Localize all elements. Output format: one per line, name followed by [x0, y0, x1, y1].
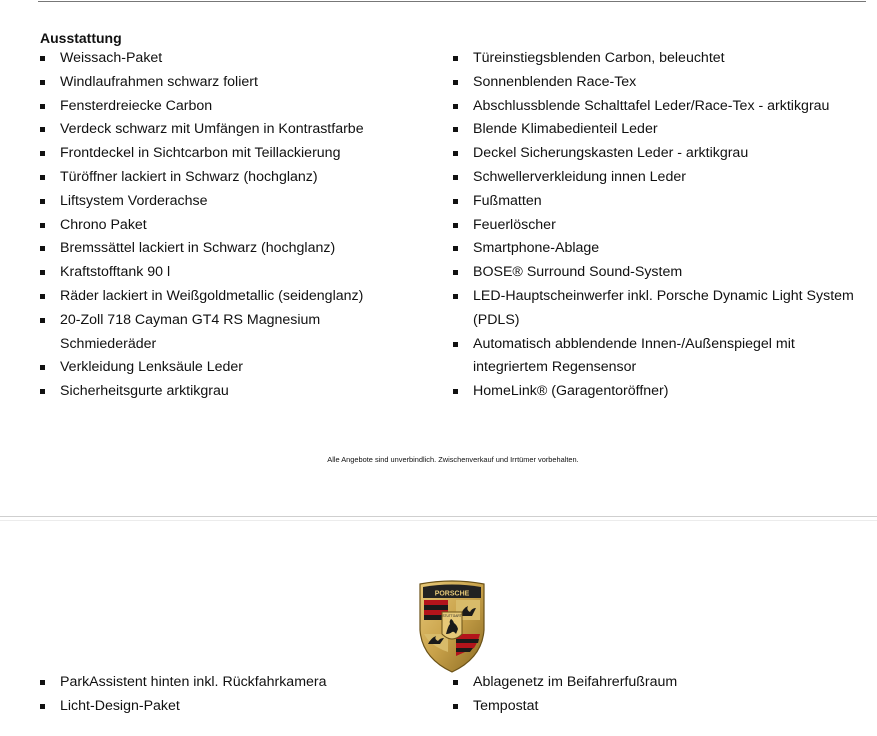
equipment-list-item: Windlaufrahmen schwarz foliert: [38, 71, 418, 95]
equipment-list-item: Deckel Sicherungskasten Leder - arktikgrau: [451, 142, 871, 166]
equipment-list-item: Fußmatten: [451, 190, 871, 214]
equipment-list-left: [38, 47, 418, 404]
page-divider-shadow: [0, 520, 877, 521]
equipment-list-item: Türöffner lackiert in Schwarz (hochglanz): [38, 166, 418, 190]
equipment-list-item: Frontdeckel in Sichtcarbon mit Teillackierung: [38, 142, 418, 166]
equipment-list-item: LED-Hauptscheinwerfer inkl. Porsche Dynamic Light System (PDLS): [451, 285, 871, 333]
crest-city-text: STUTTGART: [442, 614, 462, 618]
equipment-list-item: BOSE® Surround Sound-System: [451, 261, 871, 285]
top-divider: [38, 1, 866, 2]
equipment-list-item: Fensterdreiecke Carbon: [38, 95, 418, 119]
equipment-list-item: Räder lackiert in Weißgoldmetallic (seidenglanz): [38, 285, 418, 309]
equipment-list-item: Licht-Design-Paket: [38, 695, 418, 719]
equipment-list-bottom-left: [38, 671, 418, 719]
equipment-list-item: Schwellerverkleidung innen Leder: [451, 166, 871, 190]
equipment-list-item: Blende Klimabedienteil Leder: [451, 118, 871, 142]
equipment-list-item: Smartphone-Ablage: [451, 237, 871, 261]
equipment-list-item: Automatisch abblendende Innen-/Außenspiegel mit integriertem Regensensor: [451, 333, 871, 381]
equipment-list-item: Verdeck schwarz mit Umfängen in Kontrastfarbe: [38, 118, 418, 142]
equipment-list-item: Feuerlöscher: [451, 214, 871, 238]
equipment-list-item: Tempostat: [451, 695, 871, 719]
equipment-list-item: Chrono Paket: [38, 214, 418, 238]
equipment-list-bottom-right: [451, 671, 871, 719]
equipment-list-item: Verkleidung Lenksäule Leder: [38, 356, 418, 380]
equipment-list-item: Bremssättel lackiert in Schwarz (hochglanz): [38, 237, 418, 261]
equipment-list-item: ParkAssistent hinten inkl. Rückfahrkamera: [38, 671, 418, 695]
equipment-list-right: [451, 47, 871, 404]
equipment-list-item: HomeLink® (Garagentoröffner): [451, 380, 871, 404]
equipment-list-item: 20-Zoll 718 Cayman GT4 RS Magnesium Schmiederäder: [38, 309, 418, 357]
equipment-list-item: Abschlussblende Schalttafel Leder/Race-Tex - arktikgrau: [451, 95, 871, 119]
equipment-list-item: Sicherheitsgurte arktikgrau: [38, 380, 418, 404]
page-divider: [0, 516, 877, 517]
section-title: Ausstattung: [40, 30, 122, 46]
equipment-list-item: Liftsystem Vorderachse: [38, 190, 418, 214]
crest-brand-text: PORSCHE: [434, 590, 470, 598]
equipment-list-item: Türeinstiegsblenden Carbon, beleuchtet: [451, 47, 871, 71]
equipment-list-item: Weissach-Paket: [38, 47, 418, 71]
porsche-crest-icon: [416, 578, 488, 674]
equipment-list-item: Sonnenblenden Race-Tex: [451, 71, 871, 95]
equipment-list-item: Kraftstofftank 90 l: [38, 261, 418, 285]
disclaimer: Alle Angebote sind unverbindlich. Zwischenverkauf und Irrtümer vorbehalten.: [327, 455, 579, 464]
equipment-list-item: Ablagenetz im Beifahrerfußraum: [451, 671, 871, 695]
